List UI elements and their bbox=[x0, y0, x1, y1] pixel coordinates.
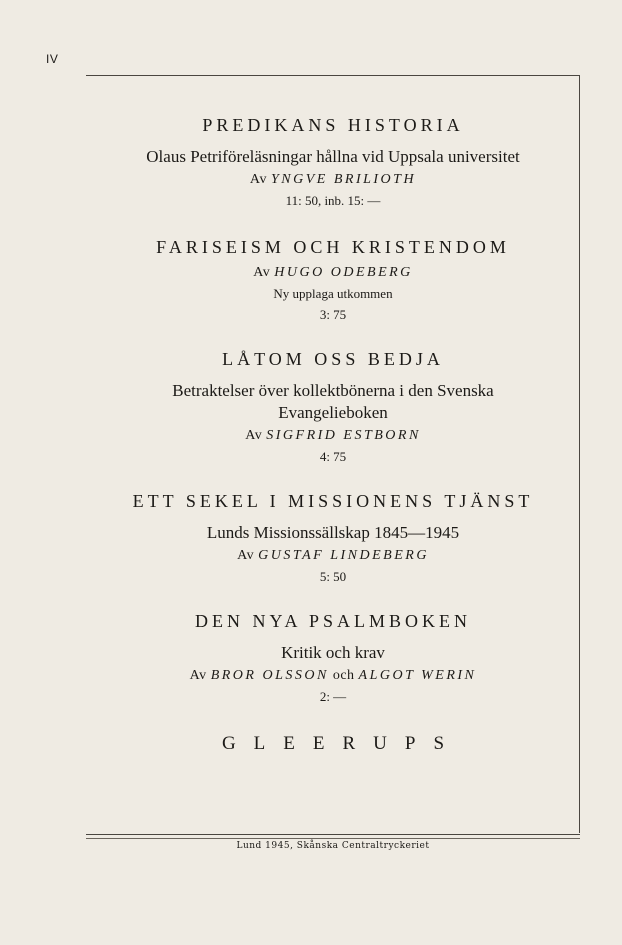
book-byline bbox=[86, 265, 580, 281]
book-title: LÅTOM OSS BEDJA bbox=[222, 349, 444, 369]
book-byline bbox=[86, 172, 580, 188]
book-author: GUSTAF LINDEBERG bbox=[258, 548, 429, 563]
bottom-rule-secondary bbox=[86, 838, 580, 839]
book-entry bbox=[86, 75, 580, 209]
book-entry bbox=[86, 465, 580, 585]
by-label: Av bbox=[249, 172, 267, 187]
book-byline bbox=[86, 428, 580, 444]
book-subtitle: Olaus Petriföreläsningar hållna vid Uppsala universitet bbox=[146, 147, 520, 166]
by-label: Av bbox=[253, 265, 271, 280]
by-label: Av bbox=[245, 428, 263, 443]
publisher-block bbox=[86, 705, 580, 755]
book-author: BROR OLSSON bbox=[210, 668, 329, 683]
bottom-rule bbox=[86, 834, 580, 835]
book-price: 11: 50, inb. 15: — bbox=[285, 193, 381, 208]
book-byline bbox=[86, 668, 580, 684]
publisher-name: GLEERUPS bbox=[221, 733, 463, 754]
by-label: Av bbox=[189, 668, 207, 683]
book-subtitle: Evangelieboken bbox=[278, 403, 388, 422]
book-price: 5: 50 bbox=[319, 569, 347, 584]
book-title: FARISEISM OCH KRISTENDOM bbox=[156, 237, 510, 257]
page-number: IV bbox=[46, 52, 59, 66]
book-author: YNGVE BRILIOTH bbox=[271, 172, 417, 187]
book-entry bbox=[86, 209, 580, 323]
book-title: DEN NYA PSALMBOKEN bbox=[194, 611, 472, 631]
book-price: 3: 75 bbox=[319, 307, 347, 322]
book-price: 4: 75 bbox=[319, 449, 347, 464]
book-author: HUGO ODEBERG bbox=[274, 265, 413, 280]
book-byline bbox=[86, 548, 580, 564]
book-title: PREDIKANS HISTORIA bbox=[202, 115, 464, 135]
by-label: Av bbox=[237, 548, 255, 563]
book-author: SIGFRID ESTBORN bbox=[266, 428, 421, 443]
book-author: ALGOT WERIN bbox=[358, 668, 477, 683]
printer-imprint: Lund 1945, Skånska Centraltryckeriet bbox=[236, 841, 430, 851]
book-entry bbox=[86, 585, 580, 705]
book-subtitle: Kritik och krav bbox=[281, 643, 385, 662]
advertisement-content bbox=[86, 75, 580, 755]
book-price: 2: — bbox=[319, 689, 347, 704]
book-subtitle: Lunds Missionssällskap 1845—1945 bbox=[206, 523, 460, 542]
book-note: Ny upplaga utkommen bbox=[273, 286, 393, 301]
book-title: ETT SEKEL I MISSIONENS TJÄNST bbox=[132, 491, 534, 511]
book-subtitle: Betraktelser över kollektbönerna i den Svenska bbox=[172, 381, 494, 400]
conjunction: och bbox=[332, 668, 355, 683]
book-entry bbox=[86, 323, 580, 465]
